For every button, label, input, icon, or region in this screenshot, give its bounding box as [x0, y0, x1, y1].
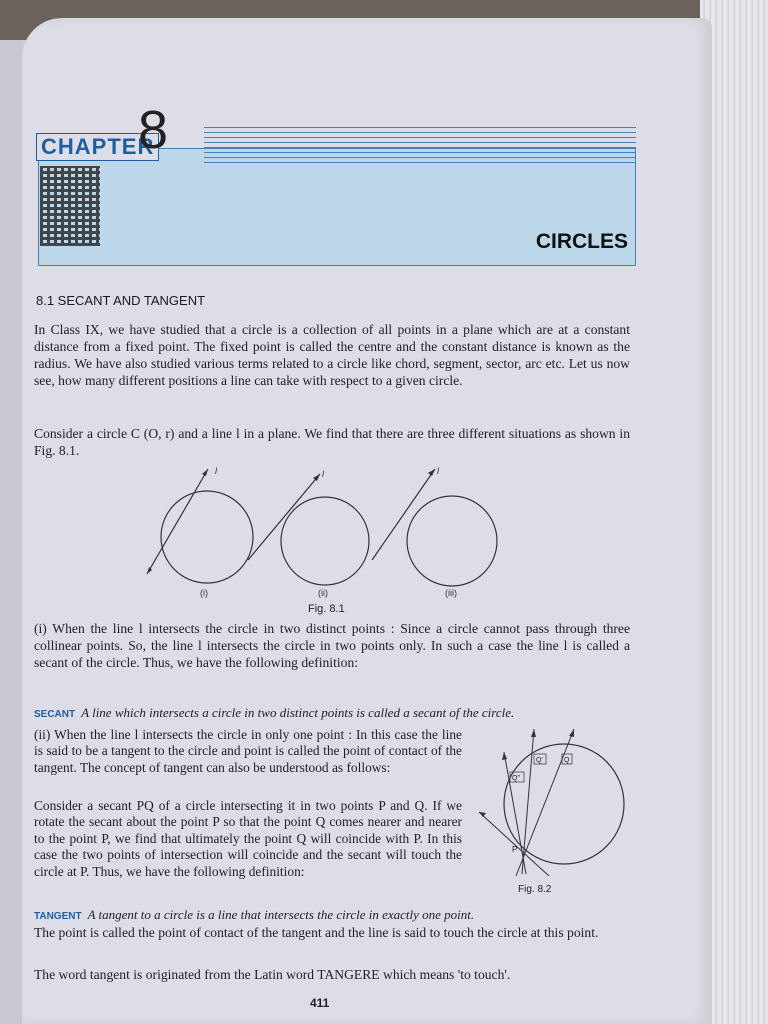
figure-8-2	[474, 724, 634, 894]
section-heading: 8.1 SECANT AND TANGENT	[36, 293, 206, 308]
banner-rules	[204, 127, 636, 165]
fig2-caption: Fig. 8.2	[518, 884, 552, 894]
page-number: 411	[310, 996, 330, 1010]
fig1-label-iii: (iii)	[445, 588, 457, 598]
case-two-paragraph: (ii) When the line l intersects the circle in only one point : In this case the line is said to be a tangent to the circle and point is called the point of contact of the tangent. The concept of tangent can also be understood as follows:	[34, 727, 462, 775]
tangent-tag: TANGENT	[34, 911, 82, 922]
contact-paragraph: The point is called the point of contact of the tangent and the line is said to touch the circle at this point.	[34, 925, 599, 940]
label-q: Q	[564, 757, 570, 764]
non-intersecting-line	[372, 469, 435, 560]
figure-8-1	[140, 464, 520, 619]
circle-iii	[407, 496, 497, 586]
tangent-definition-text: A tangent to a circle is a line that intersects the circle in exactly one point.	[87, 907, 475, 922]
fig1-label-ii: (ii)	[318, 588, 328, 598]
fig1-label-i: (i)	[200, 588, 208, 598]
label-q-prime: Q'	[536, 757, 543, 764]
circle-ii	[281, 497, 369, 585]
line-label-2: l	[322, 469, 324, 479]
fig1-caption: Fig. 8.1	[308, 603, 345, 615]
tangent-definition	[34, 906, 630, 925]
label-p: P	[512, 845, 518, 854]
line-label-3: l	[437, 466, 439, 476]
secant-definition	[34, 704, 630, 723]
secant-tag: SECANT	[34, 709, 76, 720]
intro-paragraph: In Class IX, we have studied that a circle is a collection of all points in a plane which are at a constant distance from a fixed point. The fixed point is called the centre and the constant distance is known as the radius. We have also studied various terms related to a circle like chord, segment, sector, arc etc. Let us now see, how many different positions a line can take with respect to a given circle.	[34, 322, 630, 388]
chapter-number: 8	[138, 100, 169, 160]
label-q-double-prime: Q''	[512, 775, 521, 782]
latin-paragraph: The word tangent is originated from the Latin word TANGERE which means 'to touch'.	[34, 967, 511, 982]
case-one-paragraph: (i) When the line l intersects the circle in two distinct points : Since a circle cannot pass through three collinear points. So, the line l intersects the circle in two points only. In such a case the line l is called a secant of the circle. Thus, we have the following definition:	[34, 621, 630, 670]
rotate-secant-paragraph: Consider a secant PQ of a circle intersecting it in two points P and Q. If we rotate the secant about the point P so that the point Q comes nearer and nearer to the point P, we find that ultimately the point Q will coincide with P. In this case the two points of intersection will coincide and the secant will touch the circle at P. Thus, we have the following definition:	[34, 798, 462, 879]
tangent-line	[248, 474, 320, 560]
secant-definition-text: A line which intersects a circle in two distinct points is called a secant of the circle.	[81, 705, 515, 720]
chapter-label: CHAPTER	[36, 133, 159, 161]
chapter-title: CIRCLES	[535, 230, 628, 253]
qr-code-icon	[40, 166, 100, 246]
tangent-fig2	[479, 812, 549, 876]
secant-line	[147, 469, 208, 574]
consider-paragraph: Consider a circle C (O, r) and a line l in a plane. We find that there are three different situations as shown in Fig. 8.1.	[34, 426, 630, 458]
line-label-1: l	[215, 466, 217, 476]
circle-i	[161, 491, 253, 583]
